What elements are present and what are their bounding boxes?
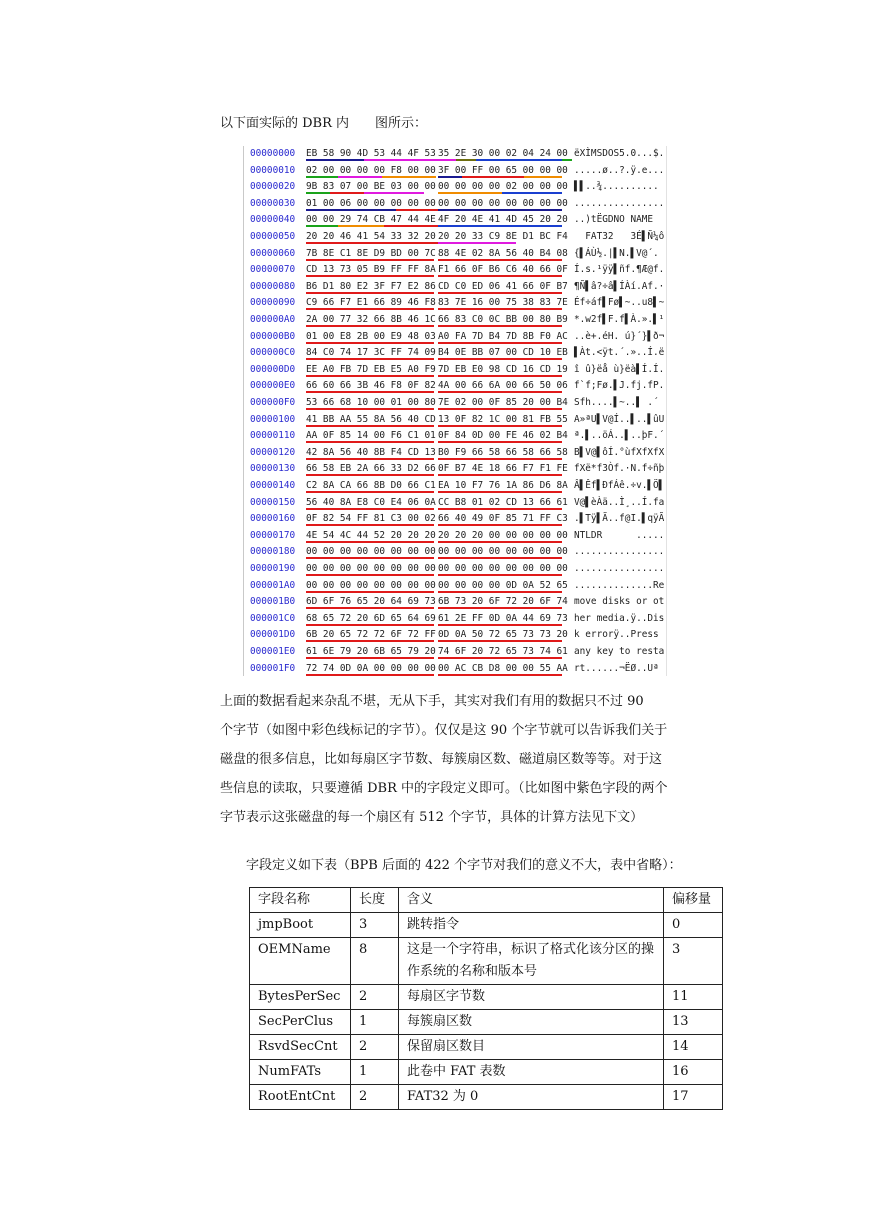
offset-cell: 17 xyxy=(664,1085,723,1110)
hex-ascii: .▌Tÿ▌Ã..f@I.▌qÿÃ xyxy=(574,513,665,525)
underline-mark xyxy=(306,408,434,410)
underline-mark xyxy=(306,159,364,161)
hex-offset: 000000A0 xyxy=(250,314,296,325)
underline-mark xyxy=(438,674,562,676)
meaning-cell: 这是一个字符串，标识了格式化该分区的操作系统的名称和版本号 xyxy=(399,938,664,985)
underline-mark xyxy=(438,425,562,427)
hex-bytes: 00 00 00 00 00 00 00 00 xyxy=(306,546,436,558)
hex-bytes: 00 AC CB D8 00 00 55 AA xyxy=(438,662,568,674)
hex-bytes: 00 00 00 00 00 00 00 00 xyxy=(438,546,568,558)
underline-mark xyxy=(306,474,434,476)
underline-mark xyxy=(438,574,562,576)
underline-mark xyxy=(524,176,562,178)
hex-bytes: 00 00 00 00 00 00 00 00 xyxy=(438,197,568,209)
offset-cell: 13 xyxy=(664,1010,723,1035)
length-cell: 3 xyxy=(351,913,399,938)
field-name-cell: NumFATs xyxy=(250,1060,351,1085)
hex-bytes: 41 BB AA 55 8A 56 40 CD xyxy=(306,413,436,425)
hex-offset: 000000E0 xyxy=(250,380,296,392)
hex-offset: 00000170 xyxy=(250,529,296,541)
underline-mark xyxy=(438,557,562,559)
hex-ascii: any key to resta xyxy=(574,646,665,657)
underline-mark xyxy=(438,640,562,642)
underline-mark xyxy=(438,292,562,294)
hex-bytes: 20 20 20 00 00 00 00 00 xyxy=(438,529,568,541)
hex-bytes: EE A0 FB 7D EB E5 A0 F9 xyxy=(306,363,436,375)
offset-cell: 16 xyxy=(664,1060,723,1085)
underline-mark xyxy=(438,358,562,360)
field-name-cell: RootEntCnt xyxy=(250,1085,351,1110)
hex-bytes: 6B 73 20 6F 72 20 6F 74 xyxy=(438,596,568,608)
paragraph-line: 字节表示这张磁盘的每一个扇区有 512 个字节，具体的计算方法见下文） xyxy=(220,810,644,825)
hex-offset: 00000060 xyxy=(250,247,296,259)
hex-offset: 00000050 xyxy=(250,231,296,242)
hex-ascii: Sfh....▌~..▌ .´ xyxy=(574,397,659,408)
underline-mark xyxy=(438,225,562,227)
length-cell: 1 xyxy=(351,1060,399,1085)
hex-ascii: .....ø..?.ÿ.e... xyxy=(574,164,665,176)
hex-bytes: 88 4E 02 8A 56 40 B4 08 xyxy=(438,247,568,259)
underline-mark xyxy=(306,624,434,626)
header-cell: 字段名称 xyxy=(250,888,351,913)
underline-mark xyxy=(306,225,338,227)
hex-bytes: 72 74 0D 0A 00 00 00 00 xyxy=(306,662,436,674)
hex-ascii: ..)tËGDNO NAME xyxy=(574,214,665,226)
paragraph-line: 磁盘的很多信息，比如每扇区字节数、每簇扇区数、磁道扇区数等等。对于这 xyxy=(220,752,663,767)
hex-offset: 00000150 xyxy=(250,496,296,508)
hex-bytes: C9 66 F7 E1 66 89 46 F8 xyxy=(306,297,436,309)
table-header-row xyxy=(250,888,723,913)
hex-ascii: ................ xyxy=(574,197,665,209)
offset-cell: 11 xyxy=(664,985,723,1010)
hex-offset: 00000160 xyxy=(250,513,296,525)
hex-bytes: 2A 00 77 32 66 8B 46 1C xyxy=(306,314,436,325)
hex-ascii: ..............Re xyxy=(574,579,665,591)
hex-bytes: 68 65 72 20 6D 65 64 69 xyxy=(306,612,436,624)
hex-bytes: 6B 20 65 72 72 6F 72 FF xyxy=(306,629,436,641)
hex-bytes: B6 D1 80 E2 3F F7 E2 86 xyxy=(306,280,436,292)
hex-bytes: 66 83 C0 0C BB 00 80 B9 xyxy=(438,314,568,325)
hex-offset: 000001A0 xyxy=(250,579,296,591)
underline-mark xyxy=(306,325,434,327)
hex-offset: 00000080 xyxy=(250,280,296,292)
hex-bytes: 02 00 00 00 00 F8 00 00 xyxy=(306,164,436,176)
underline-mark xyxy=(306,176,338,178)
hex-offset: 00000190 xyxy=(250,563,296,574)
hex-offset: 000001E0 xyxy=(250,646,296,657)
hex-offset: 00000070 xyxy=(250,264,296,276)
hex-offset: 00000110 xyxy=(250,430,296,442)
underline-mark xyxy=(330,192,364,194)
hex-bytes: CC B8 01 02 CD 13 66 61 xyxy=(438,496,568,508)
hex-bytes: 0F B7 4E 18 66 F7 F1 FE xyxy=(438,463,568,475)
underline-mark xyxy=(438,624,562,626)
hex-bytes: 0F 82 54 FF 81 C3 00 02 xyxy=(306,513,436,525)
hex-ascii: move disks or ot xyxy=(574,596,665,608)
meaning-cell: 此卷中 FAT 表数 xyxy=(399,1060,664,1085)
hex-ascii: V@▌èÀä..Ì¸..Í.fa xyxy=(574,496,665,508)
underline-mark xyxy=(306,259,434,261)
hex-offset: 000000D0 xyxy=(250,363,296,375)
hex-offset: 000000C0 xyxy=(250,347,296,359)
length-cell: 2 xyxy=(351,1085,399,1110)
length-cell: 2 xyxy=(351,1035,399,1060)
underline-mark xyxy=(476,159,562,161)
underline-mark xyxy=(438,308,562,310)
hex-bytes: 01 00 06 00 00 00 00 00 xyxy=(306,197,436,209)
underline-mark xyxy=(562,159,572,161)
hex-ascii: {▌ÁÙ½.|▌N.▌V@´. xyxy=(574,247,659,259)
underline-mark xyxy=(502,192,562,194)
underline-mark xyxy=(438,474,562,476)
underline-mark xyxy=(306,574,434,576)
hex-bytes: CD 13 73 05 B9 FF FF 8A xyxy=(306,264,436,276)
hex-ascii: ................ xyxy=(574,563,665,574)
underline-mark xyxy=(364,159,456,161)
underline-mark xyxy=(306,425,434,427)
hex-bytes: CD C0 ED 06 41 66 0F B7 xyxy=(438,280,568,292)
underline-mark xyxy=(438,259,562,261)
hex-ascii: B▌V@▌ôÍ.°ùfXfXfX xyxy=(574,446,665,458)
hex-bytes: AA 0F 85 14 00 F6 C1 01 xyxy=(306,430,436,442)
hex-bytes: 74 6F 20 72 65 73 74 61 xyxy=(438,646,568,657)
underline-mark xyxy=(306,375,434,377)
hex-bytes: 66 58 EB 2A 66 33 D2 66 xyxy=(306,463,436,475)
hex-bytes: 66 60 66 3B 46 F8 0F 82 xyxy=(306,380,436,392)
hex-bytes: 4A 00 66 6A 00 66 50 06 xyxy=(438,380,568,392)
hex-bytes: 61 6E 79 20 6B 65 79 20 xyxy=(306,646,436,657)
hex-bytes: 00 00 00 00 00 00 00 00 xyxy=(306,579,436,591)
underline-mark xyxy=(306,192,330,194)
hex-bytes: 7B 8E C1 8E D9 BD 00 7C xyxy=(306,247,436,259)
hex-ascii: Éf÷áf▌Fø▌~..u8▌~ xyxy=(574,297,665,309)
hex-dump-view xyxy=(243,146,667,676)
underline-mark xyxy=(306,508,434,510)
hex-bytes: 66 40 49 0F 85 71 FF C3 xyxy=(438,513,568,525)
hex-bytes: 4F 20 4E 41 4D 45 20 20 xyxy=(438,214,568,226)
hex-ascii: k errorÿ..Press xyxy=(574,629,665,641)
underline-mark xyxy=(306,209,396,211)
hex-bytes: 9B 83 07 00 BE 03 00 00 xyxy=(306,181,436,193)
hex-bytes: 00 00 00 00 02 00 00 00 xyxy=(438,181,568,193)
hex-bytes: B0 F9 66 58 66 58 66 58 xyxy=(438,446,568,458)
underline-mark xyxy=(364,192,424,194)
underline-mark xyxy=(438,192,502,194)
hex-offset: 00000030 xyxy=(250,197,296,209)
table-row xyxy=(250,1035,723,1060)
underline-mark xyxy=(438,391,562,393)
hex-bytes: EB 58 90 4D 53 44 4F 53 xyxy=(306,148,436,159)
length-cell: 2 xyxy=(351,985,399,1010)
underline-mark xyxy=(438,657,562,659)
hex-offset: 000001D0 xyxy=(250,629,296,641)
underline-mark xyxy=(306,458,434,460)
hex-bytes: 61 2E FF 0D 0A 44 69 73 xyxy=(438,612,568,624)
hex-ascii: ¶Ñ▌â?÷â▌ÍÀí.Af.· xyxy=(574,280,665,292)
paragraph-line: 上面的数据看起来杂乱不堪，无从下手，其实对我们有用的数据只不过 90 xyxy=(220,694,644,709)
hex-offset: 00000140 xyxy=(250,480,296,491)
hex-offset: 000000B0 xyxy=(250,330,296,342)
underline-mark xyxy=(306,674,434,676)
hex-bytes: 00 00 00 00 0D 0A 52 65 xyxy=(438,579,568,591)
underline-mark xyxy=(438,209,562,211)
hex-ascii: NTLDR ..... xyxy=(574,529,665,541)
hex-offset: 00000090 xyxy=(250,297,296,309)
hex-bytes: 01 00 E8 2B 00 E9 48 03 xyxy=(306,330,436,342)
underline-mark xyxy=(438,342,562,344)
length-cell: 8 xyxy=(351,938,399,985)
underline-mark xyxy=(306,607,434,609)
underline-mark xyxy=(306,292,434,294)
hex-bytes: 20 20 33 C9 8E D1 BC F4 xyxy=(438,231,568,242)
hex-offset: 00000010 xyxy=(250,164,296,176)
paragraph-line: 个字节（如图中彩色线标记的字节）。仅仅是这 90 个字节就可以告诉我们关于 xyxy=(220,723,668,738)
intro-text: 以下面实际的 DBR 内 图所示： xyxy=(220,116,428,131)
underline-mark xyxy=(382,176,436,178)
underline-mark xyxy=(338,176,382,178)
underline-mark xyxy=(306,242,438,244)
underline-mark xyxy=(438,541,562,543)
offset-cell: 14 xyxy=(664,1035,723,1060)
hex-ascii: f`f;Fø.▌J.fj.fP. xyxy=(574,380,665,392)
field-name-cell: jmpBoot xyxy=(250,913,351,938)
paragraph-line: 些信息的读取，只要遵循 DBR 中的字段定义即可。（比如图中紫色字段的两个 xyxy=(220,781,668,796)
hex-bytes: 00 00 00 00 00 00 00 00 xyxy=(438,563,568,574)
hex-bytes: 3F 00 FF 00 65 00 00 00 xyxy=(438,164,568,176)
hex-bytes: 7D EB E0 98 CD 16 CD 19 xyxy=(438,363,568,375)
hex-bytes: 00 00 29 74 CB 47 44 4E xyxy=(306,214,436,226)
offset-cell: 0 xyxy=(664,913,723,938)
hex-ascii: ▌Àt.<ÿt.´.»..Í.ë xyxy=(574,347,665,359)
meaning-cell: 保留扇区数目 xyxy=(399,1035,664,1060)
hex-bytes: 0D 0A 50 72 65 73 73 20 xyxy=(438,629,568,641)
underline-mark xyxy=(438,508,562,510)
header-cell: 偏移量 xyxy=(664,888,723,913)
underline-mark xyxy=(462,176,524,178)
hex-bytes: 13 0F 82 1C 00 81 FB 55 xyxy=(438,413,568,425)
hex-bytes: 0F 84 0D 00 FE 46 02 B4 xyxy=(438,430,568,442)
hex-offset: 00000000 xyxy=(250,148,296,159)
meaning-cell: 每扇区字节数 xyxy=(399,985,664,1010)
hex-ascii: A»ªU▌V@Í..▌..▌ûU xyxy=(574,413,665,425)
underline-mark xyxy=(306,524,434,526)
underline-mark xyxy=(306,557,434,559)
underline-mark xyxy=(438,458,562,460)
meaning-cell: 每簇扇区数 xyxy=(399,1010,664,1035)
hex-bytes: F1 66 0F B6 C6 40 66 0F xyxy=(438,264,568,276)
underline-mark xyxy=(438,375,562,377)
hex-ascii: ª.▌..öÁ..▌..þF.´ xyxy=(574,430,665,442)
hex-ascii: her media.ÿ..Dis xyxy=(574,612,665,624)
underline-mark xyxy=(306,591,434,593)
underline-mark xyxy=(438,524,562,526)
length-cell: 1 xyxy=(351,1010,399,1035)
hex-bytes: 00 00 00 00 00 00 00 00 xyxy=(306,563,436,574)
underline-mark xyxy=(306,342,434,344)
hex-bytes: A0 FA 7D B4 7D 8B F0 AC xyxy=(438,330,568,342)
hex-ascii: ▌▌..¾.......... xyxy=(574,181,659,193)
hex-bytes: 42 8A 56 40 8B F4 CD 13 xyxy=(306,446,436,458)
hex-offset: 000001B0 xyxy=(250,596,296,608)
underline-mark xyxy=(438,275,562,277)
underline-mark xyxy=(306,491,434,493)
hex-bytes: 6D 6F 76 65 20 64 69 73 xyxy=(306,596,436,608)
hex-offset: 00000120 xyxy=(250,446,296,458)
hex-ascii: ................ xyxy=(574,546,665,558)
table-row xyxy=(250,1010,723,1035)
underline-mark xyxy=(306,391,434,393)
hex-offset: 000001C0 xyxy=(250,612,296,624)
table-intro: 字段定义如下表（BPB 后面的 422 个字节对我们的意义不大，表中省略）： xyxy=(246,858,682,873)
hex-ascii: î û}ëå ù}ëà▌Í.Í. xyxy=(574,363,665,375)
hex-offset: 00000180 xyxy=(250,546,296,558)
table-row xyxy=(250,938,723,985)
underline-mark xyxy=(306,358,434,360)
hex-offset: 00000130 xyxy=(250,463,296,475)
underline-mark xyxy=(438,491,562,493)
hex-bytes: 83 7E 16 00 75 38 83 7E xyxy=(438,297,568,309)
hex-bytes: 20 20 46 41 54 33 32 20 xyxy=(306,231,436,242)
underline-mark xyxy=(384,225,438,227)
underline-mark xyxy=(306,657,434,659)
header-cell: 长度 xyxy=(351,888,399,913)
underline-mark xyxy=(438,441,562,443)
offset-cell: 3 xyxy=(664,938,723,985)
underline-mark xyxy=(438,242,516,244)
hex-ascii: ëXÌMSDOS5.0...$. xyxy=(574,148,665,159)
field-definition-table xyxy=(249,887,723,1110)
table-row xyxy=(250,913,723,938)
field-name-cell: OEMName xyxy=(250,938,351,985)
meaning-cell: FAT32 为 0 xyxy=(399,1085,664,1110)
hex-offset: 00000020 xyxy=(250,181,296,193)
table-row xyxy=(250,985,723,1010)
underline-mark xyxy=(306,308,434,310)
hex-bytes: 4E 54 4C 44 52 20 20 20 xyxy=(306,529,436,541)
underline-mark xyxy=(438,176,462,178)
hex-bytes: B4 0E BB 07 00 CD 10 EB xyxy=(438,347,568,359)
hex-bytes: 84 C0 74 17 3C FF 74 09 xyxy=(306,347,436,359)
table-row xyxy=(250,1085,723,1110)
hex-bytes: 7E 02 00 0F 85 20 00 B4 xyxy=(438,397,568,408)
underline-mark xyxy=(306,441,434,443)
field-name-cell: BytesPerSec xyxy=(250,985,351,1010)
underline-mark xyxy=(338,225,384,227)
hex-bytes: 35 2E 30 00 02 04 24 00 xyxy=(438,148,568,159)
hex-bytes: EA 10 F7 76 1A 86 D6 8A xyxy=(438,480,568,491)
hex-ascii: FAT32 3É▌Ñ¼ô xyxy=(574,231,665,242)
hex-ascii: fXë*f3Òf.·N.f÷ñþ xyxy=(574,463,665,475)
table-row xyxy=(250,1060,723,1085)
hex-bytes: 56 40 8A E8 C0 E4 06 0A xyxy=(306,496,436,508)
hex-ascii: rt......¬ËØ..Uª xyxy=(574,662,659,674)
hex-bytes: C2 8A CA 66 8B D0 66 C1 xyxy=(306,480,436,491)
underline-mark xyxy=(438,408,562,410)
header-cell: 含义 xyxy=(399,888,664,913)
underline-mark xyxy=(396,209,438,211)
hex-offset: 00000040 xyxy=(250,214,296,226)
underline-mark xyxy=(438,591,562,593)
hex-ascii: ..è+.éH. ú}´}▌ð¬ xyxy=(574,330,665,342)
meaning-cell: 跳转指令 xyxy=(399,913,664,938)
hex-ascii: *.w2f▌F.f▌À.».▌¹ xyxy=(574,314,665,325)
hex-ascii: Í.s.¹ÿÿ▌ñf.¶Æ@f. xyxy=(574,264,665,276)
hex-bytes: 53 66 68 10 00 01 00 80 xyxy=(306,397,436,408)
field-name-cell: RsvdSecCnt xyxy=(250,1035,351,1060)
hex-ascii: Â▌Êf▌ÐfÁê.÷v.▌Ö▌ xyxy=(574,480,665,491)
field-name-cell: SecPerClus xyxy=(250,1010,351,1035)
underline-mark xyxy=(306,275,434,277)
underline-mark xyxy=(438,325,562,327)
underline-mark xyxy=(306,541,434,543)
underline-mark xyxy=(306,640,434,642)
underline-mark xyxy=(438,607,562,609)
hex-offset: 000000F0 xyxy=(250,397,296,408)
hex-offset: 000001F0 xyxy=(250,662,296,674)
hex-offset: 00000100 xyxy=(250,413,296,425)
